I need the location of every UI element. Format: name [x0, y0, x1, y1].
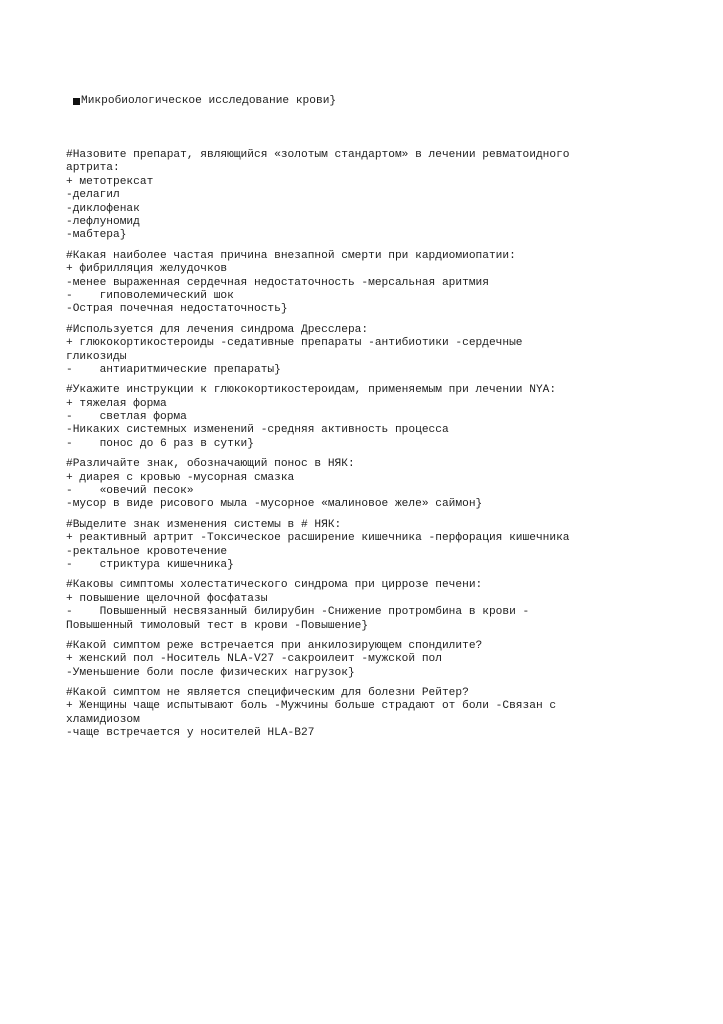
- answer-line: + глюкокортикостероиды -седативные препараты -антибиотики -сердечные: [66, 337, 523, 350]
- answer-line: + метотрексат: [66, 175, 154, 188]
- question-line: #Какой симптом не является специфическим для болезни Рейтер?: [66, 687, 469, 700]
- answer-line: + реактивный артрит -Токсическое расширение кишечника -перфорация кишечника: [66, 532, 570, 545]
- header-title: Микробиологическое исследование крови}: [81, 94, 337, 107]
- question-block: [66, 519, 686, 573]
- answer-line: -ректальное кровотечение: [66, 545, 228, 558]
- answer-line: хламидиозом: [66, 713, 140, 726]
- answer-line: + фибрилляция желудочков: [66, 263, 228, 276]
- document-body: [66, 68, 686, 774]
- answer-line: - «овечий песок»: [66, 485, 194, 498]
- question-line: #Выделите знак изменения системы в # НЯК:: [66, 518, 342, 531]
- answer-line: - светлая форма: [66, 411, 187, 424]
- question-block: [66, 579, 686, 633]
- bullet-square-icon: [73, 98, 80, 105]
- question-block: [66, 384, 686, 451]
- answer-line: -менее выраженная сердечная недостаточность -мерсальная аритмия: [66, 276, 489, 289]
- answer-line: - стриктура кишечника}: [66, 558, 234, 571]
- question-block: [66, 687, 686, 741]
- answer-line: - понос до 6 раз в сутки}: [66, 437, 254, 450]
- answer-line: артрита:: [66, 162, 120, 175]
- answer-line: -делагил: [66, 189, 120, 202]
- answer-line: -мабтера}: [66, 229, 127, 242]
- answer-line: + тяжелая форма: [66, 397, 167, 410]
- answer-line: -Уменьшение боли после физических нагрузок}: [66, 666, 355, 679]
- question-line: #Используется для лечения синдрома Дресслера:: [66, 323, 369, 336]
- answer-line: гликозиды: [66, 350, 127, 363]
- question-line: #Различайте знак, обозначающий понос в НЯК:: [66, 458, 355, 471]
- question-block: [66, 324, 686, 378]
- answer-line: - гиповолемический шок: [66, 289, 234, 302]
- answer-line: -лефлуномид: [66, 215, 140, 228]
- answer-line: Повышенный тимоловый тест в крови -Повышение}: [66, 619, 369, 632]
- question-line: #Какой симптом реже встречается при анкилозирующем спондилите?: [66, 639, 483, 652]
- question-line: #Какая наиболее частая причина внезапной смерти при кардиомиопатии:: [66, 249, 516, 262]
- document-header: [73, 95, 686, 108]
- question-block: [66, 458, 686, 512]
- question-list: [66, 149, 686, 741]
- answer-line: - антиаритмические препараты}: [66, 363, 281, 376]
- answer-line: -Никаких системных изменений -средняя активность процесса: [66, 424, 449, 437]
- answer-line: + повышение щелочной фосфатазы: [66, 592, 268, 605]
- answer-line: + женский пол -Носитель NLA-V27 -сакроилеит -мужской пол: [66, 653, 442, 666]
- question-line: #Назовите препарат, являющийся «золотым стандартом» в лечении ревматоидного: [66, 149, 570, 162]
- question-block: [66, 250, 686, 317]
- answer-line: -чаще встречается у носителей HLA-B27: [66, 727, 315, 740]
- answer-line: -диклофенак: [66, 202, 140, 215]
- question-block: [66, 640, 686, 680]
- answer-line: + Женщины чаще испытывают боль -Мужчины больше страдают от боли -Связан с: [66, 700, 557, 713]
- answer-line: -мусор в виде рисового мыла -мусорное «малиновое желе» саймон}: [66, 498, 483, 511]
- question-block: [66, 149, 686, 243]
- answer-line: -Острая почечная недостаточность}: [66, 303, 288, 316]
- answer-line: + диарея с кровью -мусорная смазка: [66, 471, 295, 484]
- question-line: #Каковы симптомы холестатического синдрома при циррозе печени:: [66, 579, 483, 592]
- answer-line: - Повышенный несвязанный билирубин -Снижение протромбина в крови -: [66, 606, 530, 619]
- question-line: #Укажите инструкции к глюкокортикостероидам, применяемым при лечении NYA:: [66, 384, 557, 397]
